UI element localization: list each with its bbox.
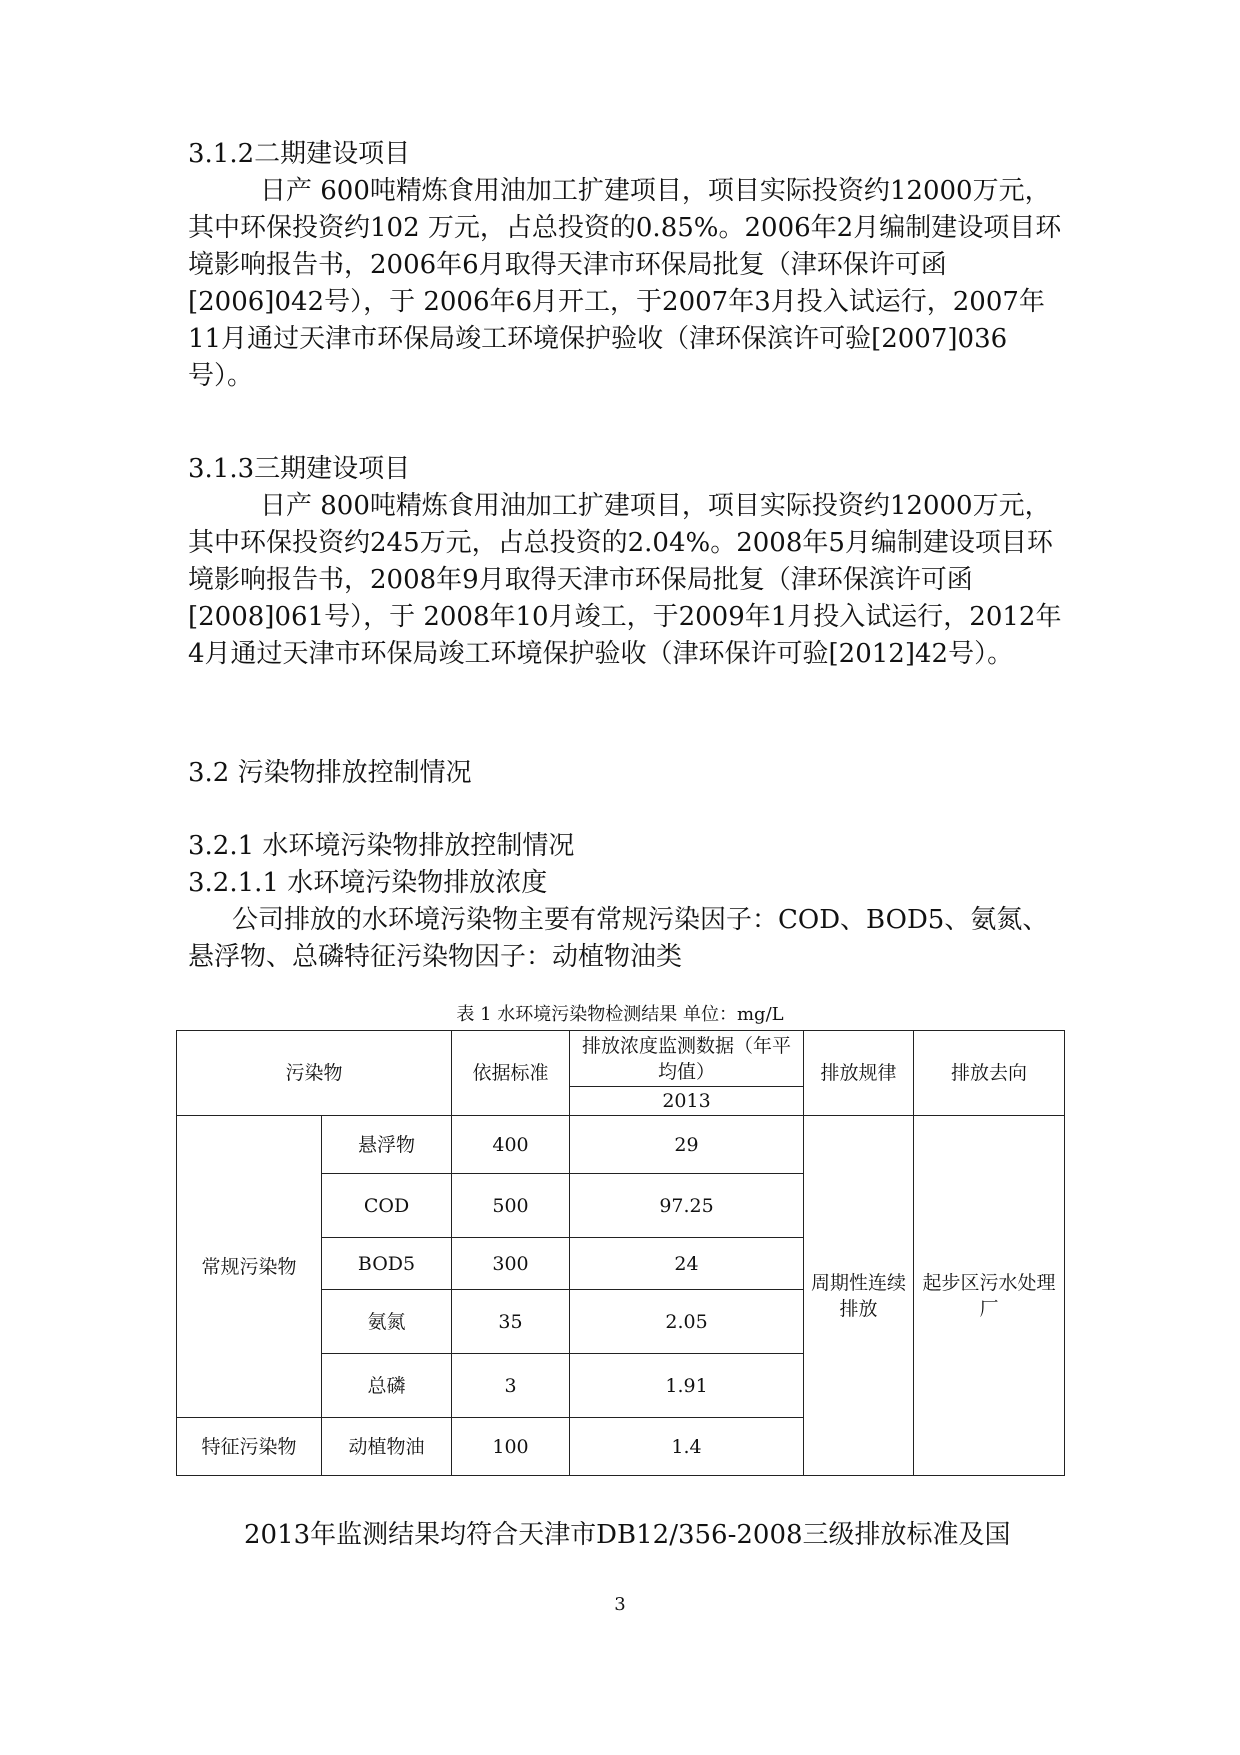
closing-paragraph: 2013年监测结果均符合天津市DB12/356-2008三级排放标准及国 bbox=[244, 1520, 1011, 1550]
section-3-1-2-body: 日产 600吨精炼食用油加工扩建项目，项目实际投资约12000万元，其中环保投资约102 万元，占总投资的0.85%。2006年2月编制建设项目环境影响报告书，2006年6月取得天津市环保局批复（津环保许可函[2006]042号），于 2006年6月开工，于2007年3月投入试运行，2007年11月通过天津市环保局竣工环境保护验收（津环保滨许可验[2007]036号）。 bbox=[188, 176, 1062, 391]
pollutant-value: 1.4 bbox=[570, 1418, 804, 1476]
pollutant-value: 1.91 bbox=[570, 1354, 804, 1418]
pollutant-value: 97.25 bbox=[570, 1174, 804, 1238]
header-pattern: 排放规律 bbox=[804, 1031, 914, 1116]
section-3-1-3-body: 日产 800吨精炼食用油加工扩建项目，项目实际投资约12000万元，其中环保投资约245万元，占总投资的2.04%。2008年5月编制建设项目环境影响报告书，2008年9月取得天津市环保局批复（津环保滨许可函[2008]061号），于 2008年10月竣工，于2009年1月投入试运行，2012年4月通过天津市环保局竣工环境保护验收（津环保许可验[2012]42号）。 bbox=[188, 491, 1062, 669]
header-year: 2013 bbox=[570, 1087, 804, 1116]
pollutant-name: BOD5 bbox=[322, 1238, 452, 1290]
pollutant-name: COD bbox=[322, 1174, 452, 1238]
header-destination: 排放去向 bbox=[914, 1031, 1065, 1116]
page-number: 3 bbox=[614, 1594, 626, 1615]
discharge-destination: 起步区污水处理厂 bbox=[914, 1116, 1065, 1476]
section-3-1-2-heading: 3.1.2二期建设项目 bbox=[188, 139, 411, 169]
pollutant-table bbox=[176, 1030, 1065, 1476]
section-3-2-1-1-heading: 3.2.1.1 水环境污染物排放浓度 bbox=[188, 868, 548, 898]
pollutant-standard: 3 bbox=[452, 1354, 570, 1418]
section-3-2-1-heading: 3.2.1 水环境污染物排放控制情况 bbox=[188, 831, 575, 861]
table-header-row bbox=[177, 1031, 1065, 1087]
pollutant-name: 总磷 bbox=[322, 1354, 452, 1418]
section-3-2-heading: 3.2 污染物排放控制情况 bbox=[188, 758, 472, 788]
section-3-1-3-heading: 3.1.3三期建设项目 bbox=[188, 454, 411, 484]
pollutant-standard: 35 bbox=[452, 1290, 570, 1354]
header-pollutant: 污染物 bbox=[177, 1031, 452, 1116]
pollutant-standard: 500 bbox=[452, 1174, 570, 1238]
section-3-2-1-1-body: 公司排放的水环境污染物主要有常规污染因子：COD、BOD5、氨氮、悬浮物、总磷特征污染物因子：动植物油类 bbox=[188, 905, 1049, 972]
table-row bbox=[177, 1116, 1065, 1174]
pollutant-name: 悬浮物 bbox=[322, 1116, 452, 1174]
pollutant-standard: 400 bbox=[452, 1116, 570, 1174]
pollutant-value: 2.05 bbox=[570, 1290, 804, 1354]
pollutant-value: 24 bbox=[570, 1238, 804, 1290]
pollutant-name: 动植物油 bbox=[322, 1418, 452, 1476]
group-conventional: 常规污染物 bbox=[177, 1116, 322, 1418]
header-monitoring: 排放浓度监测数据（年平均值） bbox=[570, 1031, 804, 1087]
pollutant-value: 29 bbox=[570, 1116, 804, 1174]
discharge-pattern: 周期性连续排放 bbox=[804, 1116, 914, 1476]
header-standard: 依据标准 bbox=[452, 1031, 570, 1116]
table-caption: 表 1 水环境污染物检测结果 单位：mg/L bbox=[456, 1004, 784, 1025]
group-characteristic: 特征污染物 bbox=[177, 1418, 322, 1476]
pollutant-standard: 100 bbox=[452, 1418, 570, 1476]
pollutant-standard: 300 bbox=[452, 1238, 570, 1290]
pollutant-name: 氨氮 bbox=[322, 1290, 452, 1354]
